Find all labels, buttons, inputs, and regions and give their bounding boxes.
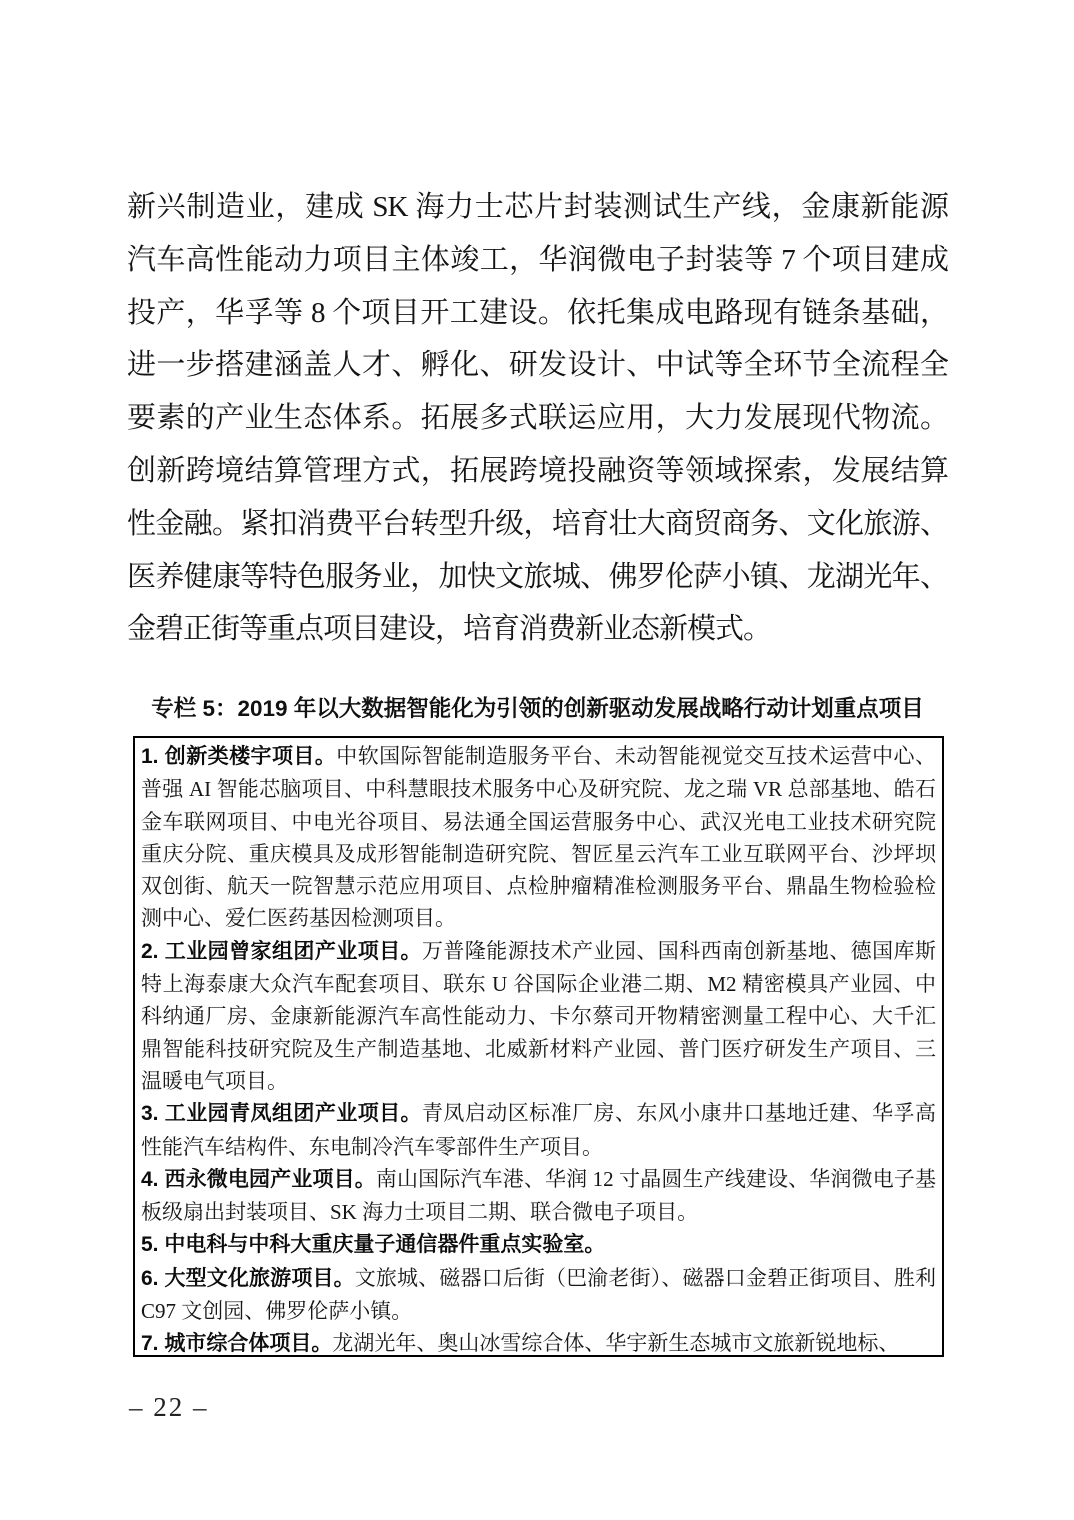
panel-item-label: 2. 工业园曾家组团产业项目。 bbox=[141, 939, 422, 963]
panel-item-text: 龙湖光年、奥山冰雪综合体、华宇新生态城市文旅新锐地标、 bbox=[332, 1331, 900, 1356]
panel-box bbox=[133, 736, 944, 1357]
body-text-line: 金碧正街等重点项目建设，培育消费新业态新模式。 bbox=[127, 613, 772, 646]
panel-item-text: 南山国际汽车港、华润 12 寸晶圆生产线建设、华润微电子基板级扇出封装项目、SK 海力士项目二期、联合微电子项目。 bbox=[141, 1166, 937, 1225]
panel-item-label: 1. 创新类楼宇项目。 bbox=[141, 745, 337, 768]
body-text-line: 性金融。紧扣消费平台转型升级，培育壮大商贸商务、文化旅游、 bbox=[127, 507, 948, 540]
panel-item-text: 文旅城、磁器口后街（巴渝老街）、磁器口金碧正街项目、胜利 C97 文创园、佛罗伦萨小镇。 bbox=[141, 1265, 936, 1324]
panel-item bbox=[141, 1097, 936, 1163]
body-text-line: 创新跨境结算管理方式，拓展跨境投融资等领域探索，发展结算 bbox=[127, 454, 948, 487]
body-text-line: 汽车高性能动力项目主体竣工，华润微电子封装等 7 个项目建成 bbox=[127, 243, 948, 276]
page-number: – 22 – bbox=[129, 1392, 209, 1422]
body-text-line: 进一步搭建涵盖人才、孵化、研发设计、中试等全环节全流程全 bbox=[127, 349, 948, 382]
panel-title: 专栏 5：2019 年以大数据智能化为引领的创新驱动发展战略行动计划重点项目 bbox=[151, 696, 924, 721]
panel-item-text: 中软国际智能制造服务平台、未动智能视觉交互技术运营中心、普强 AI 智能芯脑项目、中科慧眼技术服务中心及研究院、龙之瑞 VR 总部基地、皓石金车联网项目、中电光谷项目、易法通全国运营服务中心、武汉光电工业技术研究院重庆分院、重庆模具及成形智能制造研究院、智匠星云汽车工业互联网平台、沙坪坝双创街、航天一院智慧示范应用项目、点检肿瘤精准检测服务平台、鼎晶生物检验检测中心、爱仁医药基因检测项目。 bbox=[141, 744, 936, 931]
body-text-line: 新兴制造业，建成 SK 海力士芯片封装测试生产线，金康新能源 bbox=[127, 191, 948, 223]
panel-item bbox=[141, 935, 936, 1097]
panel-item-label: 6. 大型文化旅游项目。 bbox=[141, 1266, 355, 1290]
panel-item-label: 7. 城市综合体项目。 bbox=[141, 1332, 333, 1356]
body-text-line: 医养健康等特色服务业，加快文旅城、佛罗伦萨小镇、龙湖光年、 bbox=[127, 560, 948, 593]
panel-item-label: 4. 西永微电园产业项目。 bbox=[141, 1167, 376, 1191]
panel-item-label: 3. 工业园青凤组团产业项目。 bbox=[141, 1102, 422, 1126]
panel-item bbox=[141, 1327, 936, 1357]
body-text-line: 要素的产业生态体系。拓展多式联运应用，大力发展现代物流。 bbox=[127, 402, 948, 435]
panel-item bbox=[141, 740, 936, 935]
panel-item-label: 5. 中电科与中科大重庆量子通信器件重点实验室。 bbox=[141, 1233, 606, 1257]
panel-item bbox=[141, 1228, 936, 1261]
panel-item bbox=[141, 1262, 936, 1328]
body-text-line: 投产，华孚等 8 个项目开工建设。依托集成电路现有链条基础， bbox=[127, 296, 948, 329]
panel-item bbox=[141, 1163, 936, 1229]
panel-item-text: 青凤启动区标准厂房、东风小康井口基地迁建、华孚高性能汽车结构件、东电制冷汽车零部件生产项目。 bbox=[141, 1101, 936, 1159]
body-text bbox=[127, 181, 948, 656]
panel-item-text: 万普隆能源技术产业园、国科西南创新基地、德国库斯特上海泰康大众汽车配套项目、联东 U 谷国际企业港二期、M2 精密模具产业园、中科纳通厂房、金康新能源汽车高性能动力、卡尔蔡司开物精密测量工程中心、大千汇鼎智能科技研究院及生产制造基地、北威新材料产业园、普门医疗研发生产项目、三温暖电气项目。 bbox=[141, 938, 936, 1093]
